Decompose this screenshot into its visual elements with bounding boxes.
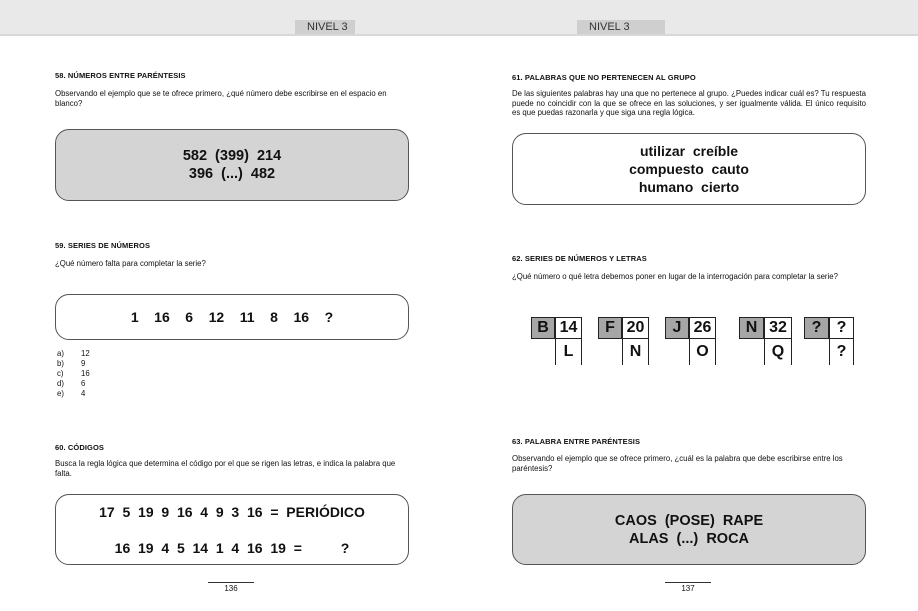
group-bottom-cell: Q [764,339,792,365]
q59-option [57,369,90,379]
q61-text: De las siguientes palabras hay una que no pertenece al grupo. ¿Puedes indicar cuál es? Tu respuesta puede no coincidir con la que se ofrece en las soluciones, y ser igualmente válida. El único requisito es que puedas razonarla y que siga una regla lógica. [512,89,866,117]
q61-line-2: compuesto cauto [629,161,749,177]
q61-line-3: humano cierto [638,179,740,195]
page-divider [0,34,918,36]
group-number-cell: 26 [689,317,716,339]
group-number-cell: 32 [764,317,792,339]
q58-box [55,129,409,201]
q62-text: ¿Qué número o qué letra debemos poner en lugar de la interrogación para completar la serie? [512,272,838,281]
level-header-right: NIVEL 3 [577,20,665,34]
q60-box [55,494,409,565]
group-number-cell: ? [829,317,854,339]
q59-option [57,389,90,399]
group-letter-cell: J [665,317,689,339]
group-letter-cell: N [739,317,764,339]
q61-box [512,133,866,205]
group-bottom-cell: O [689,339,716,365]
q63-text: Observando el ejemplo que se ofrece primero, ¿cuál es la palabra que debe escribirse entre los paréntesis? [512,454,843,473]
q59-option [57,359,90,369]
page-number-right: 137 [681,584,695,593]
page-number-rule-right [665,582,711,583]
option-value: 6 [81,379,86,388]
level-header-left: NIVEL 3 [295,20,355,34]
q59-box [55,294,409,340]
q59-options [57,349,90,399]
q63-box [512,494,866,565]
q58-line-1: 582 (399) 214 [182,148,282,164]
q59-title: 59. SERIES DE NÚMEROS [55,241,151,250]
q60-line-2: 16 19 4 5 14 1 4 16 19 = ? [114,539,350,556]
q62-title: 62. SERIES DE NÚMEROS Y LETRAS [512,254,647,263]
q61-line-1: utilizar creíble [639,143,739,159]
group-bottom-cell: L [555,339,582,365]
q58-text: Observando el ejemplo que se te ofrece primero, ¿qué número debe escribirse en el espacio en blanco? [55,89,387,108]
group-number-cell: 20 [622,317,649,339]
group-bottom-cell: N [622,339,649,365]
q60-text: Busca la regla lógica que determina el código por el que se rigen las letras, e indica la palabra que falta. [55,459,396,478]
group-bottom-cell: ? [829,339,854,365]
page-top-bar [0,0,918,34]
option-letter: e) [57,389,64,398]
q61-title: 61. PALABRAS QUE NO PERTENECEN AL GRUPO [512,73,696,82]
option-value: 4 [81,389,86,398]
q60-line-1: 17 5 19 9 16 4 9 3 16 = PERIÓDICO [99,503,365,520]
q59-option [57,379,90,389]
q63-title: 63. PALABRA ENTRE PARÉNTESIS [512,437,641,446]
group-letter-cell: F [598,317,622,339]
group-number-cell: 14 [555,317,582,339]
q59-text: ¿Qué número falta para completar la serie? [55,259,206,268]
option-letter: b) [57,359,64,368]
page-number-left: 136 [224,584,238,593]
q63-line-2: ALAS (...) ROCA [628,530,750,547]
option-letter: a) [57,349,64,358]
group-letter-cell: B [531,317,555,339]
group-letter-cell: ? [804,317,829,339]
option-letter: c) [57,369,64,378]
q58-line-2: 396 (...) 482 [188,166,276,182]
option-value: 9 [81,359,86,368]
option-letter: d) [57,379,64,388]
option-value: 16 [81,369,90,378]
page-number-rule-left [208,582,254,583]
option-value: 12 [81,349,90,358]
q59-option [57,349,90,359]
q60-title: 60. CÓDIGOS [55,443,105,452]
q63-line-1: CAOS (POSE) RAPE [614,512,764,529]
q59-series: 1 16 6 12 11 8 16 ? [130,309,334,325]
q58-title: 58. NÚMEROS ENTRE PARÉNTESIS [55,71,186,80]
